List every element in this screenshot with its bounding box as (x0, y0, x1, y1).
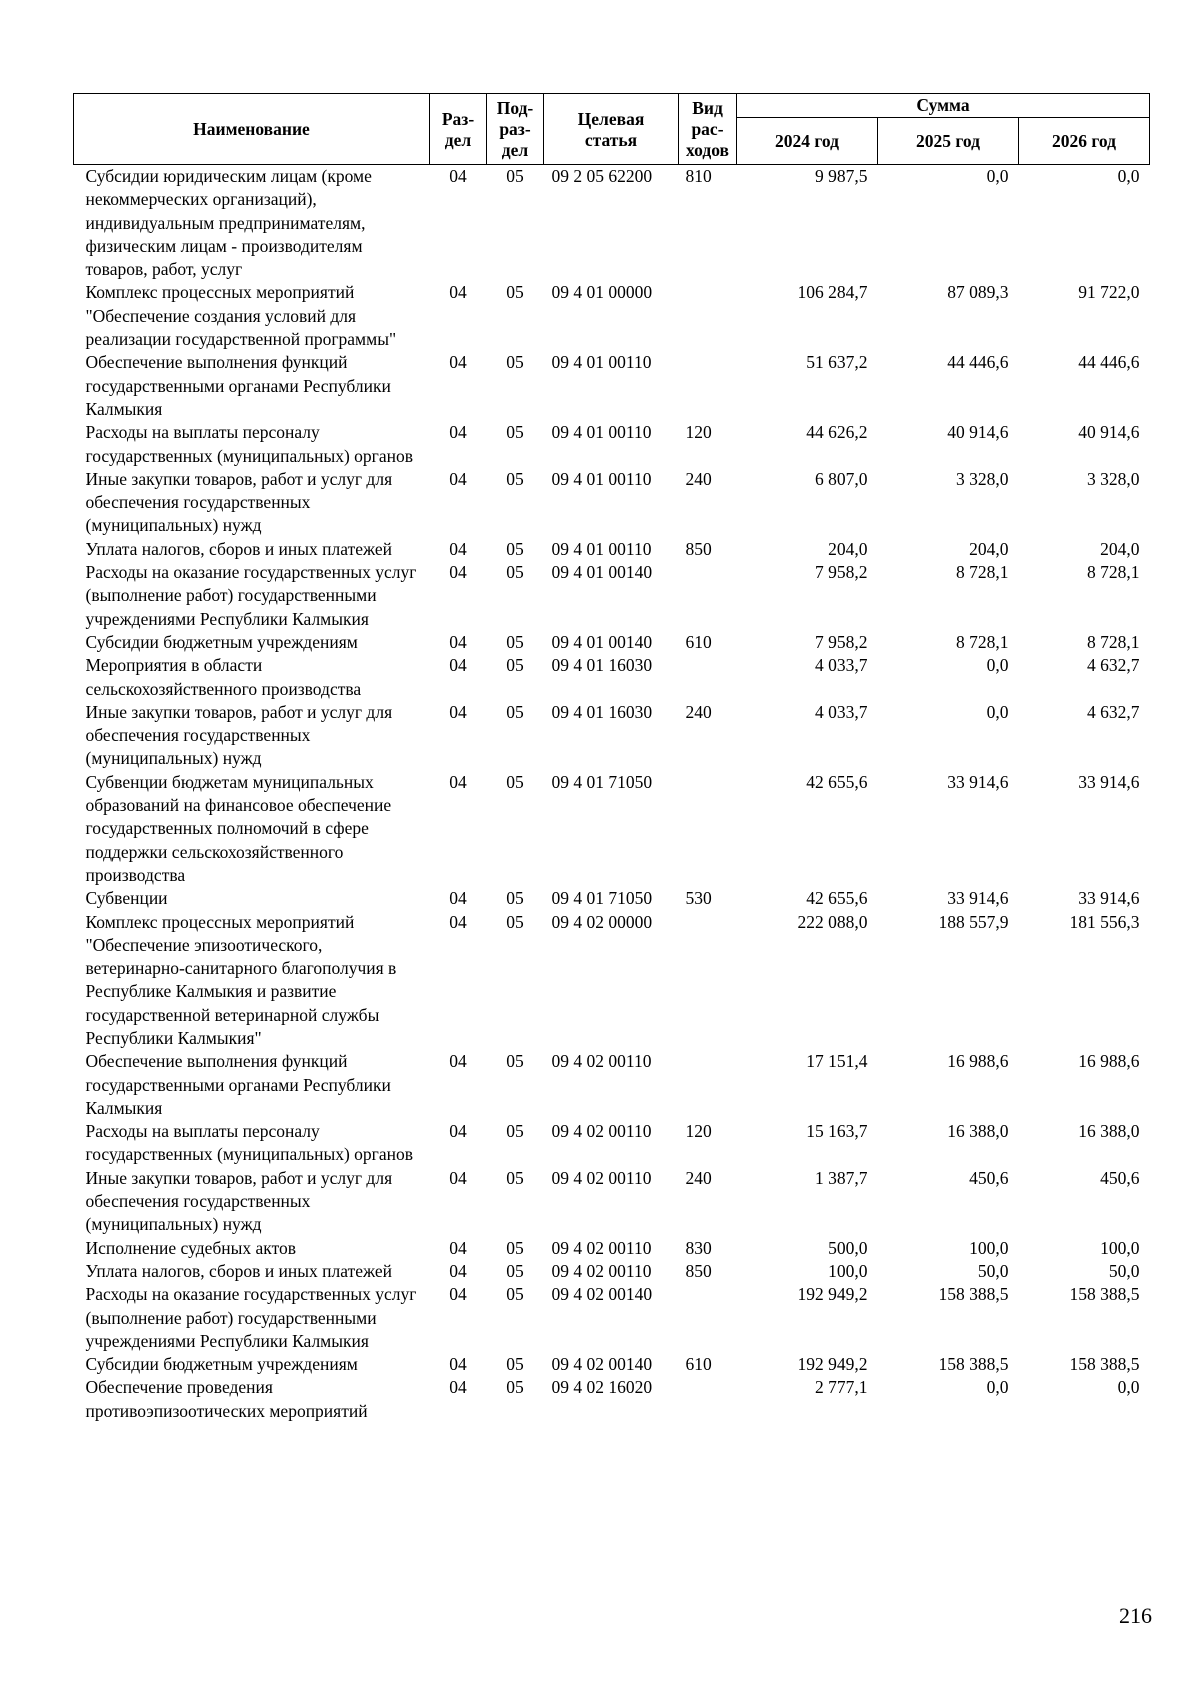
row-amount-2025: 50,0 (977, 1260, 1009, 1281)
row-podrazdel: 05 (506, 655, 524, 676)
row-podrazdel: 05 (506, 352, 524, 373)
row-name: Расходы на выплаты персоналу государственных (муниципальных) органов (85, 422, 414, 466)
row-name: Мероприятия в области сельскохозяйственного производства (85, 655, 362, 699)
row-vid (679, 351, 737, 421)
row-statya: 09 4 02 00110 (551, 1237, 652, 1258)
row-amount-2024: 15 163,7 (806, 1121, 868, 1142)
row-statya: 09 4 01 00110 (551, 422, 652, 443)
row-statya: 09 4 01 00110 (551, 468, 652, 489)
row-razdel: 04 (449, 166, 467, 186)
row-amount-2025: 33 914,6 (947, 888, 1009, 909)
row-amount-2026: 0,0 (1117, 166, 1140, 186)
row-razdel: 04 (449, 468, 467, 489)
row-statya: 09 4 02 00110 (551, 1051, 652, 1072)
row-amount-2024: 7 958,2 (815, 631, 868, 652)
row-name: Субсидии юридическим лицам (кроме некоммерческих организаций), индивидуальным предпринимателям, физическим лицам - производителям товаров, работ, услуг (85, 166, 372, 280)
row-amount-2025: 0,0 (986, 166, 1009, 186)
table-row (74, 1353, 1150, 1376)
row-statya: 09 4 01 00140 (551, 562, 653, 583)
header-2025-text: 2025 год (916, 130, 980, 151)
row-statya: 09 4 01 16030 (551, 701, 653, 722)
row-podrazdel: 05 (506, 562, 524, 583)
row-podrazdel: 05 (506, 422, 524, 443)
table-row (74, 1050, 1150, 1120)
row-podrazdel: 05 (506, 1051, 524, 1072)
row-name: Уплата налогов, сборов и иных платежей (85, 1260, 392, 1281)
row-vid: 240 (685, 468, 712, 489)
table-row (74, 1376, 1150, 1423)
row-podrazdel: 05 (506, 166, 524, 186)
row-statya: 09 4 01 16030 (551, 655, 653, 676)
row-name: Субсидии бюджетным учреждениям (85, 631, 358, 652)
row-vid: 850 (685, 1260, 712, 1281)
row-amount-2024: 4 033,7 (815, 701, 868, 722)
row-amount-2024: 500,0 (828, 1237, 868, 1258)
table-row (74, 538, 1150, 561)
row-razdel: 04 (449, 1284, 467, 1305)
row-amount-2026: 33 914,6 (1078, 888, 1140, 909)
row-amount-2026: 16 988,6 (1078, 1051, 1140, 1072)
row-amount-2024: 42 655,6 (806, 888, 868, 909)
row-name: Обеспечение проведения противоэпизоотических мероприятий (85, 1377, 368, 1421)
row-amount-2025: 44 446,6 (947, 352, 1009, 373)
row-amount-2025: 204,0 (969, 538, 1009, 559)
row-vid: 240 (685, 1167, 712, 1188)
table-row (74, 281, 1150, 351)
table-row (74, 421, 1150, 468)
header-summa (737, 94, 1150, 118)
row-razdel: 04 (449, 1377, 467, 1398)
header-2025 (878, 118, 1019, 165)
row-amount-2026: 158 388,5 (1069, 1284, 1140, 1305)
row-amount-2026: 100,0 (1100, 1237, 1140, 1258)
row-razdel: 04 (449, 1121, 467, 1142)
row-amount-2025: 16 988,6 (947, 1051, 1009, 1072)
table-body (74, 165, 1150, 1424)
row-podrazdel: 05 (506, 1377, 524, 1398)
row-razdel: 04 (449, 1167, 467, 1188)
budget-table (73, 93, 1150, 1423)
table-row (74, 771, 1150, 887)
row-amount-2026: 204,0 (1100, 538, 1140, 559)
row-statya: 09 4 01 71050 (551, 888, 653, 909)
row-amount-2026: 50,0 (1108, 1260, 1140, 1281)
row-razdel: 04 (449, 562, 467, 583)
row-statya: 09 4 01 00110 (551, 352, 652, 373)
header-2024-text: 2024 год (775, 130, 839, 151)
row-statya: 09 4 02 00140 (551, 1284, 653, 1305)
row-amount-2026: 8 728,1 (1087, 562, 1140, 583)
row-amount-2025: 16 388,0 (947, 1121, 1009, 1142)
row-podrazdel: 05 (506, 631, 524, 652)
row-amount-2026: 91 722,0 (1078, 282, 1140, 303)
row-name: Расходы на оказание государственных услуг (выполнение работ) государственными учреждениями Республики Калмыкия (85, 1284, 417, 1351)
row-vid (679, 1050, 737, 1120)
row-podrazdel: 05 (506, 538, 524, 559)
row-amount-2026: 158 388,5 (1069, 1354, 1140, 1375)
row-vid (679, 281, 737, 351)
row-amount-2026: 8 728,1 (1087, 631, 1140, 652)
row-amount-2025: 450,6 (969, 1167, 1009, 1188)
row-vid: 610 (685, 631, 712, 652)
header-2024 (737, 118, 878, 165)
row-razdel: 04 (449, 771, 467, 792)
row-statya: 09 4 02 00140 (551, 1354, 653, 1375)
row-razdel: 04 (449, 888, 467, 909)
row-amount-2024: 100,0 (828, 1260, 868, 1281)
row-vid (679, 771, 737, 887)
row-amount-2024: 1 387,7 (815, 1167, 868, 1188)
row-podrazdel: 05 (506, 911, 524, 932)
row-podrazdel: 05 (506, 1121, 524, 1142)
row-razdel: 04 (449, 911, 467, 932)
header-razdel (430, 94, 487, 165)
row-amount-2024: 2 777,1 (815, 1377, 868, 1398)
row-amount-2025: 87 089,3 (947, 282, 1009, 303)
row-vid: 120 (685, 422, 712, 443)
header-podrazdel (487, 94, 544, 165)
row-razdel: 04 (449, 1260, 467, 1281)
row-amount-2025: 188 557,9 (938, 911, 1009, 932)
row-razdel: 04 (449, 655, 467, 676)
header-razdel-text: Раз- дел (441, 108, 475, 150)
row-vid: 610 (685, 1354, 712, 1375)
header-vid (679, 94, 737, 165)
table-row (74, 701, 1150, 771)
row-amount-2026: 16 388,0 (1078, 1121, 1140, 1142)
row-podrazdel: 05 (506, 701, 524, 722)
row-amount-2026: 40 914,6 (1078, 422, 1140, 443)
table-row (74, 911, 1150, 1051)
row-name: Субсидии бюджетным учреждениям (85, 1354, 358, 1375)
row-amount-2025: 0,0 (986, 701, 1009, 722)
row-amount-2024: 44 626,2 (806, 422, 868, 443)
row-name: Расходы на выплаты персоналу государственных (муниципальных) органов (85, 1121, 414, 1165)
row-amount-2026: 33 914,6 (1078, 771, 1140, 792)
row-amount-2024: 106 284,7 (797, 282, 868, 303)
table-row (74, 561, 1150, 631)
row-podrazdel: 05 (506, 468, 524, 489)
row-statya: 09 4 02 00110 (551, 1167, 652, 1188)
row-name: Субвенции (85, 888, 168, 909)
row-amount-2025: 0,0 (986, 1377, 1009, 1398)
header-statya (544, 94, 679, 165)
row-name: Комплекс процессных мероприятий "Обеспечение создания условий для реализации государственной программы" (85, 282, 397, 350)
row-vid: 120 (685, 1121, 712, 1142)
row-razdel: 04 (449, 538, 467, 559)
row-vid (679, 1283, 737, 1353)
table-row (74, 631, 1150, 654)
table-row (74, 1120, 1150, 1167)
header-name (74, 94, 430, 165)
row-name: Обеспечение выполнения функций государственными органами Республики Калмыкия (85, 1051, 391, 1118)
row-razdel: 04 (449, 1237, 467, 1258)
row-amount-2026: 3 328,0 (1087, 468, 1140, 489)
row-name: Иные закупки товаров, работ и услуг для обеспечения государственных (муниципальных) нужд (85, 701, 393, 769)
row-vid (679, 911, 737, 1051)
row-name: Уплата налогов, сборов и иных платежей (85, 538, 392, 559)
row-amount-2025: 158 388,5 (938, 1284, 1009, 1305)
row-statya: 09 4 02 00000 (551, 911, 653, 932)
header-name-text: Наименование (193, 118, 310, 139)
row-podrazdel: 05 (506, 888, 524, 909)
row-statya: 09 4 01 71050 (551, 771, 653, 792)
row-amount-2024: 4 033,7 (815, 655, 868, 676)
header-2026 (1019, 118, 1150, 165)
row-amount-2024: 6 807,0 (815, 468, 868, 489)
row-amount-2024: 9 987,5 (815, 166, 868, 186)
row-podrazdel: 05 (506, 282, 524, 303)
header-summa-text: Сумма (916, 95, 970, 115)
header-statya-text: Целевая статья (577, 108, 645, 150)
row-amount-2026: 181 556,3 (1069, 911, 1140, 932)
row-statya: 09 4 02 00110 (551, 1260, 652, 1281)
row-amount-2024: 51 637,2 (806, 352, 868, 373)
row-vid: 830 (685, 1237, 712, 1258)
row-podrazdel: 05 (506, 1284, 524, 1305)
row-podrazdel: 05 (506, 1167, 524, 1188)
row-podrazdel: 05 (506, 1260, 524, 1281)
row-amount-2024: 17 151,4 (806, 1051, 868, 1072)
table-header (74, 94, 1150, 165)
row-amount-2024: 192 949,2 (797, 1284, 868, 1305)
row-podrazdel: 05 (506, 771, 524, 792)
table-row (74, 1260, 1150, 1283)
table-row (74, 1237, 1150, 1260)
row-razdel: 04 (449, 1051, 467, 1072)
table-row (74, 887, 1150, 910)
row-name: Комплекс процессных мероприятий "Обеспечение эпизоотического, ветеринарно-санитарного благополучия в Республике Калмыкия и развитие государственной ветеринарной службы Республики Калмыкия" (85, 911, 397, 1048)
row-amount-2025: 33 914,6 (947, 771, 1009, 792)
row-name: Субвенции бюджетам муниципальных образований на финансовое обеспечение государственных полномочий в сфере поддержки сельскохозяйственного производства (85, 771, 392, 885)
row-vid (679, 1376, 737, 1423)
row-statya: 09 4 02 16020 (551, 1377, 653, 1398)
row-amount-2026: 4 632,7 (1087, 655, 1140, 676)
row-razdel: 04 (449, 701, 467, 722)
row-amount-2025: 158 388,5 (938, 1354, 1009, 1375)
header-podrazdel-text: Под- раз- дел (496, 98, 534, 160)
row-amount-2025: 8 728,1 (956, 562, 1009, 583)
row-amount-2025: 40 914,6 (947, 422, 1009, 443)
row-podrazdel: 05 (506, 1354, 524, 1375)
row-amount-2025: 8 728,1 (956, 631, 1009, 652)
row-amount-2024: 42 655,6 (806, 771, 868, 792)
row-vid (679, 561, 737, 631)
row-amount-2026: 44 446,6 (1078, 352, 1140, 373)
row-name: Иные закупки товаров, работ и услуг для обеспечения государственных (муниципальных) нужд (85, 1167, 393, 1235)
row-amount-2025: 0,0 (986, 655, 1009, 676)
row-amount-2024: 204,0 (828, 538, 868, 559)
row-statya: 09 4 01 00110 (551, 538, 652, 559)
row-amount-2026: 4 632,7 (1087, 701, 1140, 722)
row-amount-2026: 450,6 (1100, 1167, 1140, 1188)
row-statya: 09 4 01 00140 (551, 631, 653, 652)
row-statya: 09 4 02 00110 (551, 1121, 652, 1142)
row-amount-2024: 222 088,0 (797, 911, 868, 932)
row-razdel: 04 (449, 1354, 467, 1375)
row-razdel: 04 (449, 282, 467, 303)
header-2026-text: 2026 год (1052, 130, 1116, 151)
row-amount-2025: 100,0 (969, 1237, 1009, 1258)
table-row (74, 468, 1150, 538)
row-amount-2024: 192 949,2 (797, 1354, 868, 1375)
row-razdel: 04 (449, 422, 467, 443)
row-amount-2026: 0,0 (1117, 1377, 1140, 1398)
row-podrazdel: 05 (506, 1237, 524, 1258)
row-razdel: 04 (449, 352, 467, 373)
row-amount-2024: 7 958,2 (815, 562, 868, 583)
table-row (74, 1167, 1150, 1237)
table-row (74, 165, 1150, 282)
row-amount-2025: 3 328,0 (956, 468, 1009, 489)
table-row (74, 654, 1150, 701)
row-name: Иные закупки товаров, работ и услуг для обеспечения государственных (муниципальных) нужд (85, 468, 393, 536)
row-name: Расходы на оказание государственных услуг (выполнение работ) государственными учреждениями Республики Калмыкия (85, 562, 417, 629)
row-statya: 09 4 01 00000 (551, 282, 653, 303)
page-number: 216 (1119, 1603, 1152, 1628)
row-name: Обеспечение выполнения функций государственными органами Республики Калмыкия (85, 352, 391, 419)
header-vid-text: Вид рас- ходов (686, 98, 729, 160)
row-vid: 810 (685, 166, 712, 186)
table-row (74, 351, 1150, 421)
row-vid: 850 (685, 538, 712, 559)
row-vid (679, 654, 737, 701)
row-vid: 530 (685, 888, 712, 909)
table-row (74, 1283, 1150, 1353)
row-razdel: 04 (449, 631, 467, 652)
row-statya: 09 2 05 62200 (551, 166, 653, 186)
row-vid: 240 (685, 701, 712, 722)
row-name: Исполнение судебных актов (85, 1237, 297, 1258)
